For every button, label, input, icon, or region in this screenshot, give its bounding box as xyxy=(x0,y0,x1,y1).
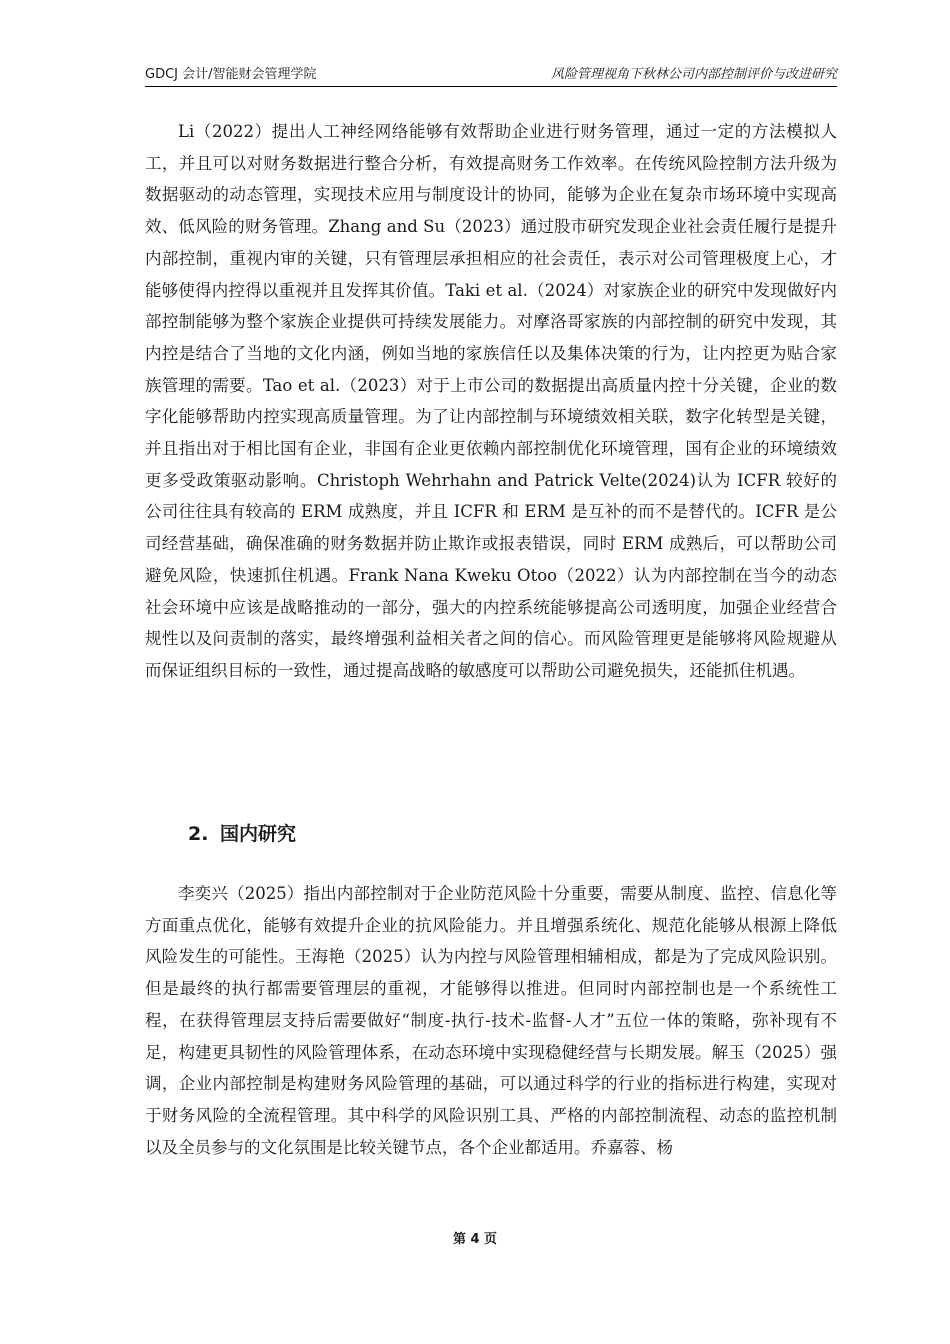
page-number: 第 4 页 xyxy=(452,1232,498,1247)
body-paragraph-foreign-research: Li（2022）提出人工神经网络能够有效帮助企业进行财务管理，通过一定的方法模拟人工，并且可以对财务数据进行整合分析，有效提高财务工作效率。在传统风险控制方法升级为数据驱动的动态管理，实现技术应用与制度设计的协同，能够为企业在复杂市场环境中实现高效、低风险的财务管理。Zhang and Su（2023）通过股市研究发现企业社会责任履行是提升内部控制，重视内审的关键，只有管理层承担相应的社会责任，表示对公司管理极度上心，才能够使得内控得以重视并且发挥其价值。Taki et al.（2024）对家族企业的研究中发现做好内部控制能够为整个家族企业提供可持续发展能力。对摩洛哥家族的内部控制的研究中发现，其内控是结合了当地的文化内涵，例如当地的家族信任以及集体决策的行为，让内控更为贴合家族管理的需要。Tao et al.（2023）对于上市公司的数据提出高质量内控十分关键，企业的数字化能够帮助内控实现高质量管理。为了让内部控制与环境绩效相关联，数字化转型是关键，并且指出对于相比国有企业，非国有企业更依赖内部控制优化环境管理，国有企业的环境绩效更多受政策驱动影响。Christoph Wehrhahn and Patrick Velte(2024)认为 ICFR 较好的公司往往具有较高的 ERM 成熟度，并且 ICFR 和 ERM 是互补的而不是替代的。ICFR 是公司经营基础，确保准确的财务数据并防止欺诈或报表错误，同时 ERM 成熟后，可以帮助公司避免风险，快速抓住机遇。Frank Nana Kweku Otoo（2022）认为内部控制在当今的动态社会环境中应该是战略推动的一部分，强大的内控系统能够提高公司透明度，加强企业经营合规性以及问责制的落实，最终增强利益相关者之间的信心。而风险管理更是能够将风险规避从而保证组织目标的一致性，通过提高战略的敏感度可以帮助公司避免损失，还能抓住机遇。 xyxy=(145,122,837,680)
section-heading xyxy=(188,819,296,849)
section-title: 国内研究 xyxy=(220,823,297,845)
section-number: 2. xyxy=(188,823,209,845)
page-header xyxy=(145,66,837,87)
header-thesis-title: 风险管理视角下秋林公司内部控制评价与改进研究 xyxy=(550,67,837,82)
header-institution: GDCJ 会计/智能财会管理学院 xyxy=(145,67,317,82)
body-paragraph-domestic-research: 李奕兴（2025）指出内部控制对于企业防范风险十分重要，需要从制度、监控、信息化等方面重点优化，能够有效提升企业的抗风险能力。并且增强系统化、规范化能够从根源上降低风险发生的可能性。王海艳（2025）认为内控与风险管理相辅相成，都是为了完成风险识别。但是最终的执行都需要管理层的重视，才能够得以推进。但同时内部控制也是一个系统性工程，在获得管理层支持后需要做好“制度-执行-技术-监督-人才”五位一体的策略，弥补现有不足，构建更具韧性的风险管理体系，在动态环境中实现稳健经营与长期发展。解玉（2025）强调，企业内部控制是构建财务风险管理的基础，可以通过科学的行业的指标进行构建，实现对于财务风险的全流程管理。其中科学的风险识别工具、严格的内部控制流程、动态的监控机制以及全员参与的文化氛围是比较关键节点，各个企业都适用。乔嘉蓉、杨 xyxy=(145,884,837,1157)
